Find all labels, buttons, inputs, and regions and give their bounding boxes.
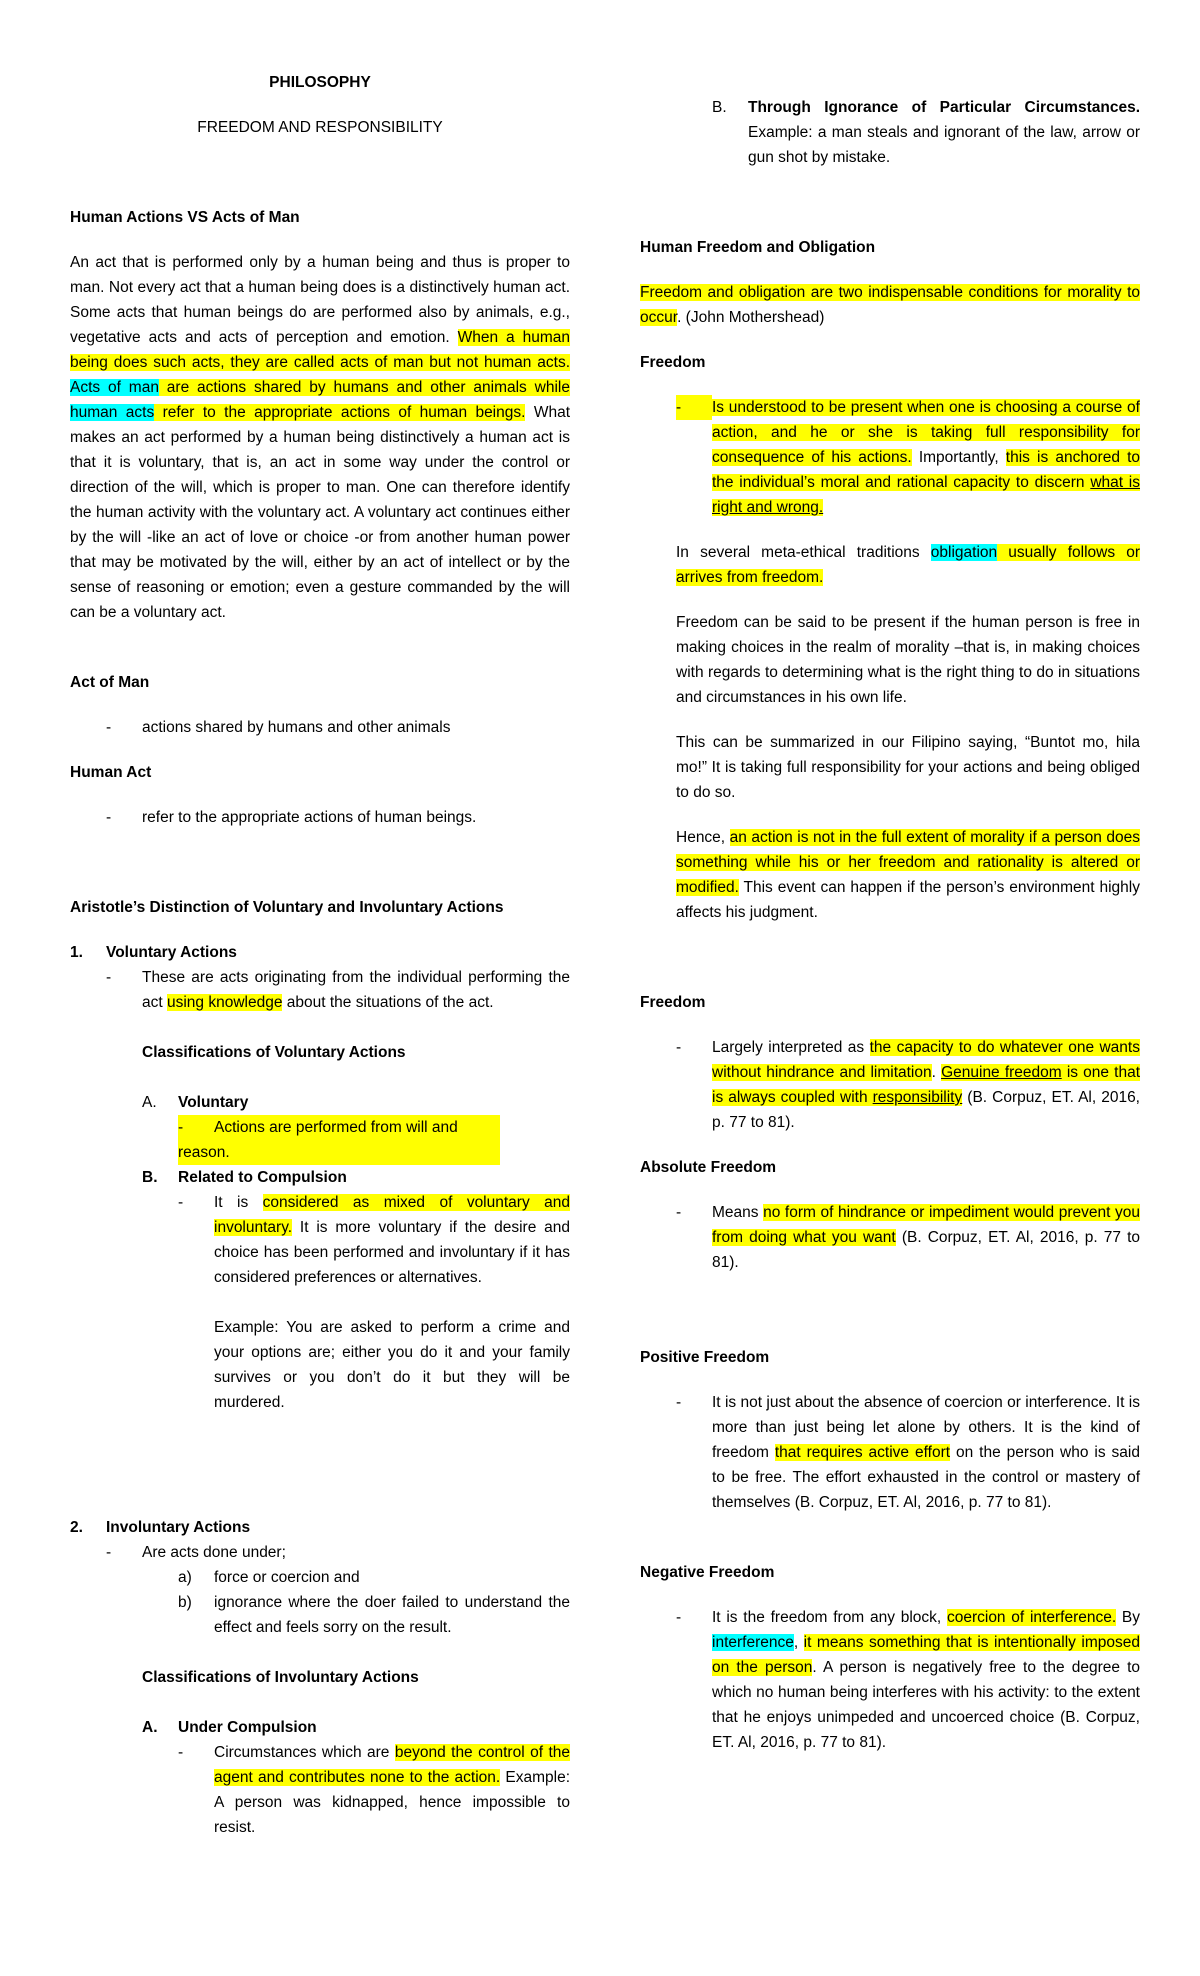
highlight: considered as mixed of voluntary and involuntary. <box>214 1194 570 1236</box>
page-title: PHILOSOPHY <box>269 74 371 91</box>
highlight: an action is not in the full extent of morality if a person does something while his or her freedom and rationality is altered or modified. <box>676 829 1140 896</box>
text: , <box>793 1634 804 1651</box>
letter: b) <box>178 1594 192 1611</box>
text: Largely interpreted as <box>712 1039 870 1056</box>
item-title: Voluntary Actions <box>106 944 237 961</box>
highlight: it means something that is intentionally imposed on the person <box>712 1634 1140 1676</box>
text: It is the freedom from any block, <box>712 1609 947 1626</box>
letter: A. <box>142 1094 157 1111</box>
highlight: are actions shared by humans and other animals while <box>158 379 570 396</box>
text: An act that is performed only by a human being and thus is proper to man. Not every act that a human being does is a distinctively human act. Some acts that human beings do are performed also by animals, e.g., vegetative acts and acts of perception and emotion. <box>70 254 570 346</box>
dash: - <box>676 1039 682 1056</box>
item-title: Involuntary Actions <box>106 1519 251 1536</box>
dash: - <box>178 1194 184 1211</box>
highlight: Freedom and obligation are two indispensable conditions for morality to occur <box>640 284 1140 326</box>
dash: - <box>106 969 112 986</box>
text: about the situations of the act. <box>282 994 494 1011</box>
heading-negative-freedom: Negative Freedom <box>640 1564 775 1581</box>
paragraph-freedom-present: Freedom can be said to be present if the human person is free in making choices in the realm of morality –that is, in making choices with regards to determining what is the right thing to do in situations and circumstances in his own life. <box>676 614 1140 706</box>
highlight-cyan: interference <box>712 1634 794 1651</box>
letter: a) <box>178 1569 192 1586</box>
highlight: refer to the appropriate actions of human beings. <box>154 404 526 421</box>
list-item-text: actions shared by humans and other animals <box>142 719 451 736</box>
list-item-text <box>712 1390 1140 1515</box>
heading-classifications-involuntary: Classifications of Involuntary Actions <box>142 1669 419 1686</box>
highlight: no form of hindrance or impediment would prevent you from doing what you want <box>712 1204 1140 1246</box>
list-item-text <box>712 1035 1140 1135</box>
paragraph-freedom-obligation <box>640 280 1140 330</box>
text: . <box>931 1064 942 1081</box>
text: Hence, <box>676 829 730 846</box>
text: Importantly, <box>911 449 1006 466</box>
bold-text: Through Ignorance of Particular Circumstances. <box>748 99 1140 116</box>
heading-freedom: Freedom <box>640 354 706 371</box>
highlight-cyan: human acts <box>70 404 155 421</box>
letter: A. <box>142 1719 158 1736</box>
text: Example: A person was kidnapped, hence impossible to resist. <box>214 1769 570 1836</box>
text: Means <box>712 1204 764 1221</box>
heading-positive-freedom: Positive Freedom <box>640 1349 770 1366</box>
highlight: beyond the control of the agent and contributes none to the action. <box>214 1744 570 1786</box>
text: . A person is negatively free to the degree to which no human being interferes with his activity: to the extent that he enjoys unimpeded and uncoerced choice (B. Corpuz, ET. Al, 2016, p. 77 to 81). <box>712 1659 1140 1751</box>
heading-human-act: Human Act <box>70 764 152 781</box>
list-item <box>178 1115 570 1165</box>
text: Actions are performed from will and reason. <box>178 1119 458 1161</box>
highlight-underline: Genuine freedom <box>941 1064 1062 1081</box>
text: on the person who is said to be free. The effort exhausted in the control or mastery of themselves (B. Corpuz, ET. Al, 2016, p. 77 to 81). <box>712 1444 1140 1511</box>
heading-classifications-voluntary: Classifications of Voluntary Actions <box>142 1044 406 1061</box>
heading-human-actions: Human Actions VS Acts of Man <box>70 209 300 226</box>
list-item-text: refer to the appropriate actions of human beings. <box>142 809 477 826</box>
heading-freedom-2: Freedom <box>640 994 706 1011</box>
highlight <box>178 1115 500 1165</box>
highlight-underline: responsibility <box>872 1089 963 1106</box>
text: . (John Mothershead) <box>677 309 825 326</box>
dash: - <box>676 1204 682 1221</box>
example-paragraph: Example: You are asked to perform a crime and your options are; either you do it and your family survives or you don’t do it but they will be murdered. <box>214 1319 570 1411</box>
list-item-text: Are acts done under; <box>142 1544 286 1561</box>
heading-freedom-obligation: Human Freedom and Obligation <box>640 239 876 256</box>
text: Example: a man steals and ignorant of the law, arrow or gun shot by mistake. <box>748 124 1140 166</box>
text: (B. Corpuz, ET. Al, 2016, p. 77 to 81). <box>712 1089 1140 1131</box>
dash: - <box>676 1609 682 1626</box>
dash: - <box>676 395 712 420</box>
text: By <box>1116 1609 1140 1626</box>
dash: - <box>676 1394 682 1411</box>
heading-absolute-freedom: Absolute Freedom <box>640 1159 777 1176</box>
highlight-cyan: Acts of man <box>70 379 159 396</box>
text: It is not just about the absence of coercion or interference. It is more than just being let alone by others. It is the kind of freedom <box>712 1394 1140 1461</box>
item-title: Related to Compulsion <box>178 1169 347 1186</box>
number: 1. <box>70 944 83 961</box>
paragraph-buntot: This can be summarized in our Filipino saying, “Buntot mo, hila mo!” It is taking full responsibility for your actions and being obliged to do so. <box>676 734 1140 801</box>
list-item-text <box>712 1200 1140 1275</box>
heading-act-of-man: Act of Man <box>70 674 150 691</box>
text: It is <box>214 1194 263 1211</box>
number: 2. <box>70 1519 83 1536</box>
list-item-text <box>214 1740 570 1840</box>
dash: - <box>106 1544 112 1561</box>
paragraph-human-acts <box>70 250 570 625</box>
highlight-cyan: obligation <box>930 544 998 561</box>
dash: - <box>106 719 112 736</box>
letter: B. <box>142 1169 158 1186</box>
highlight: Is understood to be present when one is choosing a course of action, and he or she is taking full responsibility for consequence of his actions. <box>712 399 1140 466</box>
dash: - <box>106 809 112 826</box>
highlight: usually follows or arrives from freedom. <box>676 544 1141 586</box>
list-item-text <box>748 95 1140 170</box>
highlight: this is anchored to the individual’s moral and rational capacity to discern <box>712 449 1141 491</box>
page-subtitle: FREEDOM AND RESPONSIBILITY <box>197 119 443 136</box>
text: Circumstances which are <box>214 1744 395 1761</box>
highlight-underline: what is right and wrong. <box>712 474 1140 516</box>
highlight: that requires active effort <box>774 1444 951 1461</box>
item-title: Under Compulsion <box>178 1719 317 1736</box>
text: In several meta-ethical traditions <box>676 544 931 561</box>
item-title: Voluntary <box>178 1094 249 1111</box>
text: It is more voluntary if the desire and choice has been performed and involuntary if it has considered preferences or alternatives. <box>214 1219 570 1286</box>
list-item-text <box>712 1605 1140 1755</box>
paragraph-meta-ethical <box>676 540 1140 590</box>
letter: B. <box>712 99 727 116</box>
list-item-text <box>712 395 1140 520</box>
highlight: the capacity to do whatever one wants without hindrance and limitation <box>712 1039 1140 1081</box>
highlight: is one that is always coupled with <box>712 1064 1140 1106</box>
heading-aristotle: Aristotle’s Distinction of Voluntary and Involuntary Actions <box>70 899 504 916</box>
highlight: using knowledge <box>166 994 283 1011</box>
text: (B. Corpuz, ET. Al, 2016, p. 77 to 81). <box>712 1229 1140 1271</box>
list-item-text: force or coercion and <box>214 1569 360 1586</box>
list-item-text: ignorance where the doer failed to understand the effect and feels sorry on the result. <box>214 1594 570 1636</box>
text: This event can happen if the person’s environment highly affects his judgment. <box>676 879 1140 921</box>
list-item-text <box>214 1190 570 1290</box>
list-item-text <box>142 965 570 1015</box>
text: These are acts originating from the individual performing the act <box>142 969 570 1011</box>
dash: - <box>178 1119 184 1136</box>
highlight: coercion of interference. <box>946 1609 1117 1626</box>
paragraph-hence <box>676 825 1140 925</box>
text: What makes an act performed by a human being distinctively a human act is that it is voluntary, that is, an act in some way under the control or direction of the will, which is proper to man. One can therefore identify the human activity with the voluntary act. A voluntary act continues either by the will -like an act of love or choice -or from another human power that may be motivated by the will, either by an act of intellect or by the sense of reasoning or emotion; even a gesture commanded by the will can be a voluntary act. <box>70 404 570 621</box>
highlight: When a human being does such acts, they are called acts of man but not human acts. <box>70 329 570 371</box>
dash: - <box>178 1744 184 1761</box>
